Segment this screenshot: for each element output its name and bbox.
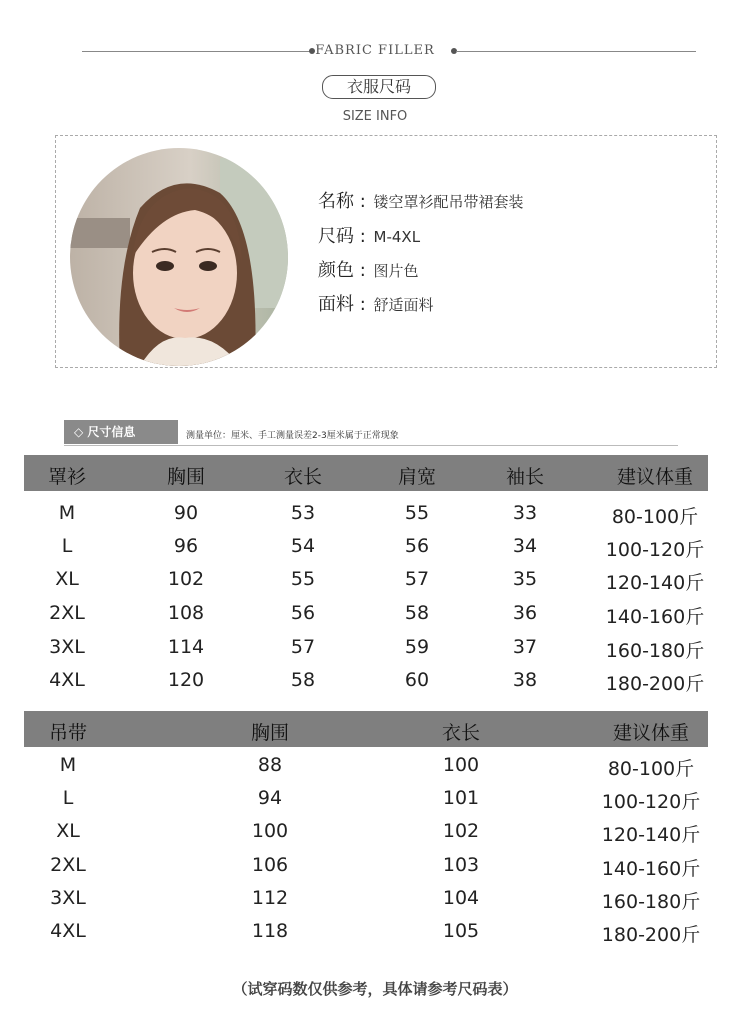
product-fabric-value: 舒适面料 — [373, 296, 434, 314]
table1-cell: 36 — [512, 602, 538, 624]
table1-cell: 56 — [404, 535, 430, 557]
table2-cell: 88 — [257, 754, 283, 776]
table2-header — [24, 711, 708, 747]
table1-header-cell: 胸围 — [166, 466, 206, 488]
table1-cell: 37 — [512, 636, 538, 658]
table1-cell: 96 — [173, 535, 199, 557]
table2-cell: 2XL — [50, 854, 86, 876]
table2-cell: 112 — [251, 887, 289, 909]
table2-cell: L — [62, 787, 74, 809]
table1-cell: 34 — [512, 535, 538, 557]
table2-header-cell: 建议体重 — [612, 722, 690, 744]
table1-header-cell: 肩宽 — [397, 466, 437, 488]
table1-cell: 140-160斤 — [605, 606, 705, 628]
table1-cell: 108 — [167, 602, 205, 624]
product-color-row — [318, 256, 419, 282]
table1-cell: 120 — [167, 669, 205, 691]
table1-cell: 59 — [404, 636, 430, 658]
table2-header-cell: 胸围 — [250, 722, 290, 744]
table1-cell: 33 — [512, 502, 538, 524]
table2-cell: 94 — [257, 787, 283, 809]
table2-cell: 106 — [251, 854, 289, 876]
table2-cell: 105 — [442, 920, 480, 942]
product-fabric-row — [318, 290, 434, 316]
table1-cell: 80-100斤 — [611, 506, 699, 528]
table2-cell: 101 — [442, 787, 480, 809]
table1-cell: 55 — [290, 568, 316, 590]
table2-header-cell: 衣长 — [441, 722, 481, 744]
table1-header-cell: 衣长 — [283, 466, 323, 488]
table1-cell: 4XL — [49, 669, 85, 691]
table2-cell: 140-160斤 — [601, 858, 701, 880]
table2-cell: 3XL — [50, 887, 86, 909]
table2-cell: 103 — [442, 854, 480, 876]
table1-cell: 102 — [167, 568, 205, 590]
measurement-note: 测量单位：厘米、手工测量误差2-3厘米属于正常现象 — [186, 431, 399, 441]
header-rule-right — [456, 51, 696, 52]
table2-cell: 104 — [442, 887, 480, 909]
model-avatar — [70, 148, 288, 366]
table1-cell: 57 — [290, 636, 316, 658]
table1-cell: 38 — [512, 669, 538, 691]
table1-cell: 56 — [290, 602, 316, 624]
footer-note: （试穿码数仅供参考，具体请参考尺码表） — [232, 980, 518, 998]
product-color-key: 颜色 : — [318, 260, 366, 281]
table2-cell: 80-100斤 — [607, 758, 695, 780]
product-size-row — [318, 222, 420, 248]
table1-cell: L — [61, 535, 73, 557]
table2-header-cell: 吊带 — [48, 722, 88, 744]
table1-cell: 57 — [404, 568, 430, 590]
size-info-label: SIZE INFO — [342, 109, 408, 124]
table1-header-cell: 建议体重 — [616, 466, 694, 488]
table1-cell: 35 — [512, 568, 538, 590]
table1-cell: 100-120斤 — [605, 539, 705, 561]
table1-cell: 120-140斤 — [605, 572, 705, 594]
table2-cell: 102 — [442, 820, 480, 842]
product-fabric-key: 面料 : — [318, 294, 366, 315]
portrait-image — [70, 148, 288, 366]
product-color-value: 图片色 — [373, 262, 419, 280]
table2-cell: 100 — [442, 754, 480, 776]
table2-cell: 180-200斤 — [601, 924, 701, 946]
product-name-key: 名称 : — [318, 191, 366, 212]
table1-header — [24, 455, 708, 491]
table1-cell: 114 — [167, 636, 205, 658]
table2-cell: 100-120斤 — [601, 791, 701, 813]
table2-cell: XL — [56, 820, 80, 842]
table1-cell: 53 — [290, 502, 316, 524]
product-size-value: M-4XL — [373, 228, 421, 246]
table1-cell: 3XL — [49, 636, 85, 658]
table1-cell: 55 — [404, 502, 430, 524]
section-divider — [64, 445, 678, 446]
product-size-key: 尺码 : — [318, 226, 366, 247]
product-name-row — [318, 187, 524, 213]
table1-cell: 2XL — [49, 602, 85, 624]
table1-cell: M — [58, 502, 76, 524]
table2-cell: 100 — [251, 820, 289, 842]
table2-cell: M — [59, 754, 77, 776]
table2-cell: 4XL — [50, 920, 86, 942]
size-title-pill: 衣服尺码 — [322, 75, 436, 99]
table1-cell: 180-200斤 — [605, 673, 705, 695]
table1-cell: 90 — [173, 502, 199, 524]
table1-cell: 60 — [404, 669, 430, 691]
table1-header-cell: 袖长 — [505, 466, 545, 488]
product-name-value: 镂空罩衫配吊带裙套装 — [373, 193, 524, 211]
table2-cell: 160-180斤 — [601, 891, 701, 913]
table1-cell: 58 — [290, 669, 316, 691]
size-info-tab: ◇ 尺寸信息 — [64, 420, 178, 444]
table1-cell: XL — [55, 568, 79, 590]
table1-header-cell: 罩衫 — [47, 466, 87, 488]
table2-cell: 118 — [251, 920, 289, 942]
table2-cell: 120-140斤 — [601, 824, 701, 846]
fabric-filler-label: FABRIC FILLER — [315, 43, 435, 58]
table1-cell: 54 — [290, 535, 316, 557]
table1-cell: 58 — [404, 602, 430, 624]
table1-cell: 160-180斤 — [605, 640, 705, 662]
